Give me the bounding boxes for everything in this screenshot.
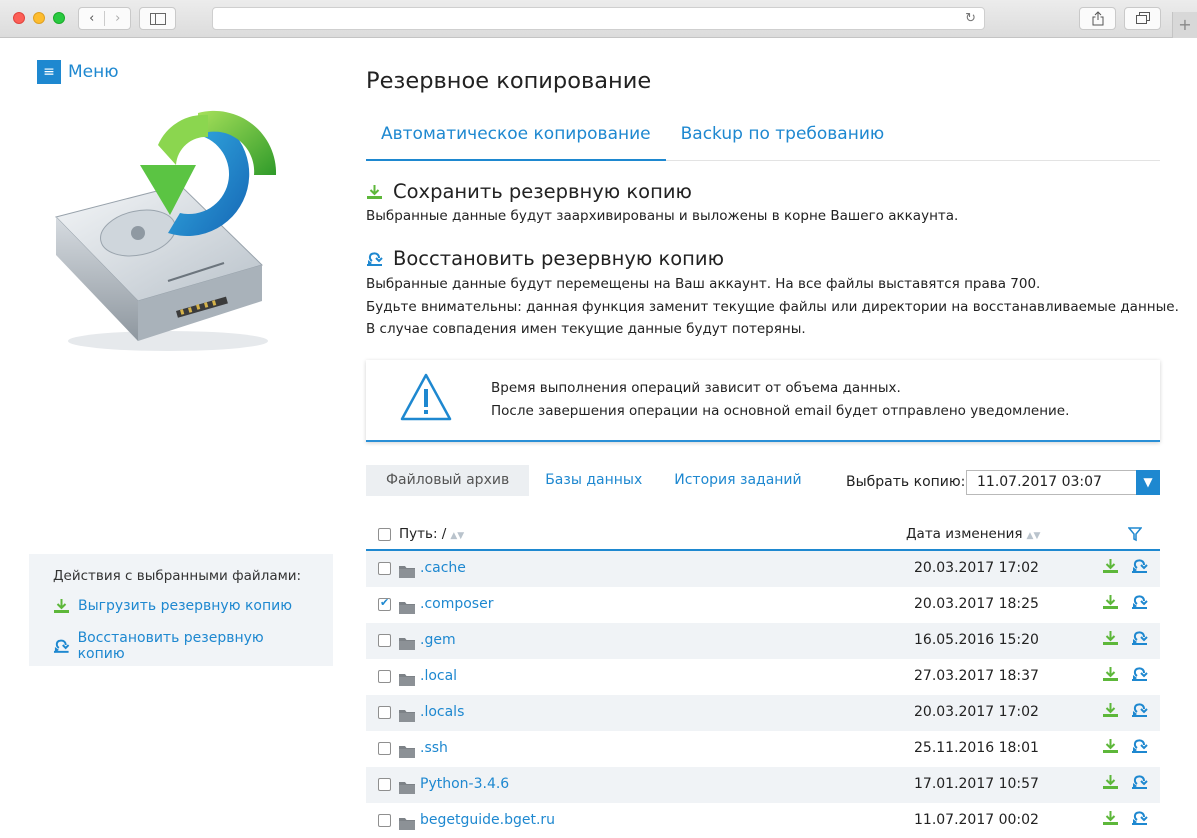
sort-icon[interactable]: ▲▼ — [450, 531, 465, 541]
sidebar-toggle-button[interactable] — [139, 7, 176, 30]
files-table — [366, 518, 1160, 838]
tabs-icon — [1136, 12, 1150, 25]
folder-icon — [399, 671, 415, 690]
subtab-task-history[interactable]: История заданий — [674, 472, 802, 488]
file-date: 25.11.2016 18:01 — [914, 740, 1039, 756]
row-checkbox[interactable] — [378, 670, 391, 683]
page-title: Резервное копирование — [366, 68, 652, 94]
file-date: 20.03.2017 17:02 — [914, 560, 1039, 576]
restore-icon[interactable] — [1131, 702, 1148, 722]
table-row[interactable] — [366, 659, 1160, 695]
file-date: 11.07.2017 00:02 — [914, 812, 1039, 828]
row-checkbox[interactable] — [378, 562, 391, 575]
download-icon[interactable] — [1102, 702, 1119, 722]
close-window-button[interactable] — [13, 12, 25, 24]
copy-select[interactable] — [966, 470, 1160, 495]
copy-picker-label: Выбрать копию: — [846, 474, 966, 490]
file-name[interactable]: begetguide.bget.ru — [420, 812, 556, 828]
show-tabs-button[interactable] — [1124, 7, 1161, 30]
share-icon — [1092, 11, 1104, 26]
folder-icon — [399, 815, 415, 834]
table-row[interactable] — [366, 695, 1160, 731]
menu-label: Меню — [68, 62, 119, 82]
subtab-databases[interactable]: Базы данных — [545, 472, 643, 488]
download-icon — [366, 184, 383, 200]
file-date: 16.05.2016 15:20 — [914, 632, 1039, 648]
tab-auto-backup[interactable]: Автоматическое копирование — [366, 118, 666, 161]
file-date: 27.03.2017 18:37 — [914, 668, 1039, 684]
menu-button[interactable] — [37, 60, 119, 84]
download-icon[interactable] — [1102, 666, 1119, 686]
new-tab-button[interactable]: + — [1172, 12, 1197, 38]
row-checkbox[interactable] — [378, 742, 391, 755]
restore-section-title: Восстановить резервную копию — [393, 247, 725, 270]
table-header — [366, 518, 1160, 551]
restore-icon[interactable] — [1131, 810, 1148, 830]
download-icon[interactable] — [1102, 630, 1119, 650]
reload-icon[interactable]: ↻ — [965, 11, 976, 26]
restore-text-line: В случае совпадения имен текущие данные будут потеряны. — [366, 321, 806, 337]
notice-line: После завершения операции на основной email будет отправлено уведомление. — [491, 403, 1070, 419]
forward-icon[interactable]: › — [104, 11, 130, 26]
folder-icon — [399, 707, 415, 726]
folder-icon — [399, 743, 415, 762]
restore-text-line: Будьте внимательны: данная функция заменит текущие файлы или директории на восстанавливаемые данные. — [366, 298, 1179, 315]
date-column-header[interactable] — [906, 526, 1040, 542]
zoom-window-button[interactable] — [53, 12, 65, 24]
file-name[interactable]: .locals — [420, 704, 465, 720]
actions-title: Действия с выбранными файлами: — [53, 568, 302, 584]
sidebar-icon — [150, 13, 166, 25]
save-section-title: Сохранить резервную копию — [393, 180, 692, 203]
download-icon — [53, 598, 70, 614]
file-name[interactable]: .cache — [420, 560, 466, 576]
restore-section-heading — [366, 247, 724, 270]
file-name[interactable]: Python-3.4.6 — [420, 776, 510, 792]
table-row[interactable] — [366, 767, 1160, 803]
table-row[interactable] — [366, 731, 1160, 767]
table-row[interactable] — [366, 623, 1160, 659]
archive-subtabs — [366, 465, 818, 496]
warning-icon — [399, 372, 453, 422]
date-column-label: Дата изменения — [906, 526, 1023, 542]
table-row[interactable] — [366, 587, 1160, 623]
download-icon[interactable] — [1102, 774, 1119, 794]
restore-section-text — [366, 273, 1179, 341]
folder-icon — [399, 599, 415, 618]
select-all-checkbox[interactable] — [378, 528, 391, 541]
folder-icon — [399, 563, 415, 582]
file-name[interactable]: .local — [420, 668, 458, 684]
restore-icon[interactable] — [1131, 666, 1148, 686]
file-name[interactable]: .ssh — [420, 740, 448, 756]
restore-icon — [53, 638, 70, 654]
file-date: 20.03.2017 17:02 — [914, 704, 1039, 720]
selected-files-actions — [29, 554, 333, 666]
restore-backup-label: Восстановить резервную копию — [77, 630, 264, 662]
minimize-window-button[interactable] — [33, 12, 45, 24]
restore-backup-link[interactable] — [53, 630, 309, 662]
notice-line: Время выполнения операций зависит от объема данных. — [491, 380, 901, 396]
restore-icon[interactable] — [1131, 738, 1148, 758]
backup-mode-tabs — [366, 118, 1160, 161]
file-name[interactable]: .composer — [420, 596, 494, 612]
filter-icon[interactable] — [1128, 526, 1142, 542]
folder-icon — [399, 635, 415, 654]
subtab-file-archive[interactable]: Файловый архив — [366, 465, 529, 496]
restore-icon[interactable] — [1131, 774, 1148, 794]
folder-icon — [399, 779, 415, 798]
browser-toolbar — [0, 0, 1197, 38]
file-name[interactable]: .gem — [420, 632, 456, 648]
sort-icon[interactable]: ▲▼ — [1026, 531, 1041, 541]
row-checkbox[interactable] — [378, 634, 391, 647]
download-backup-link[interactable] — [53, 598, 309, 614]
notice-text — [491, 377, 1069, 423]
history-nav — [78, 7, 131, 30]
file-date: 17.01.2017 10:57 — [914, 776, 1039, 792]
restore-icon — [366, 251, 383, 267]
restore-text-line: Выбранные данные будут перемещены на Ваш аккаунт. На все файлы выставятся права 700. — [366, 276, 1041, 292]
address-bar[interactable] — [212, 7, 985, 30]
download-icon[interactable] — [1102, 738, 1119, 758]
save-section-text: Выбранные данные будут заархивированы и выложены в корне Вашего аккаунта. — [366, 208, 959, 224]
tab-on-demand-backup[interactable]: Backup по требованию — [680, 124, 885, 144]
path-column-label: Путь: / — [399, 526, 447, 542]
download-icon[interactable] — [1102, 558, 1119, 578]
file-date: 20.03.2017 18:25 — [914, 596, 1039, 612]
row-checkbox[interactable] — [378, 598, 391, 611]
chevron-down-icon[interactable]: ▼ — [1136, 470, 1160, 495]
download-icon[interactable] — [1102, 594, 1119, 614]
restore-icon[interactable] — [1131, 630, 1148, 650]
table-body — [366, 551, 1160, 838]
restore-icon[interactable] — [1131, 594, 1148, 614]
share-button[interactable] — [1079, 7, 1116, 30]
download-icon[interactable] — [1102, 810, 1119, 830]
back-icon[interactable]: ‹ — [89, 11, 95, 26]
menu-icon: ≡ — [37, 60, 61, 84]
row-checkbox[interactable] — [378, 778, 391, 791]
row-checkbox[interactable] — [378, 814, 391, 827]
info-notice — [366, 360, 1160, 442]
copy-select-value: 11.07.2017 03:07 — [977, 474, 1102, 490]
download-backup-label: Выгрузить резервную копию — [78, 598, 293, 614]
table-row[interactable] — [366, 551, 1160, 587]
table-row[interactable] — [366, 803, 1160, 838]
path-column-header[interactable] — [399, 526, 464, 542]
restore-icon[interactable] — [1131, 558, 1148, 578]
save-section-heading — [366, 180, 692, 203]
row-checkbox[interactable] — [378, 706, 391, 719]
backup-disk-illustration — [48, 105, 288, 355]
